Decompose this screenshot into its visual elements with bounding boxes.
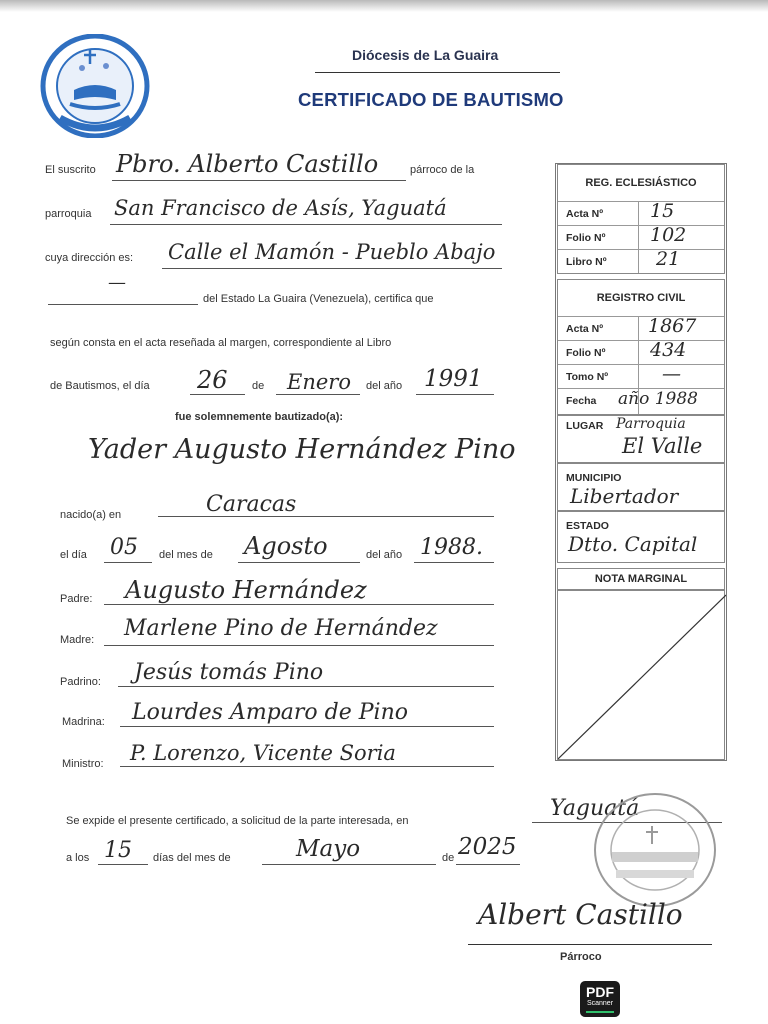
madrina-value: Lourdes Amparo de Pino [132,700,408,725]
diocese-underline [315,72,560,73]
estado-text: del Estado La Guaira (Venezuela), certifica que [203,293,434,305]
expide-anio-line [456,864,520,865]
paper-edge [0,0,768,12]
diocese-seal-logo [40,34,150,138]
reg-civil-tomo-value: — [662,363,681,385]
padrino-label: Padrino: [60,676,101,688]
registro-civil-title: REGISTRO CIVIL [596,292,686,304]
reg-ecl-row [558,225,724,250]
lugar-label: LUGAR [566,420,604,432]
nac-anio-line [414,562,494,563]
reg-civil-folio-label: Folio Nº [566,347,606,359]
suscrito-label: El suscrito [45,164,96,176]
nacido-line [158,516,494,517]
nota-marginal-title: NOTA MARGINAL [594,573,688,585]
nac-dia-line [104,562,152,563]
nota-marginal-box [557,590,725,760]
bautismos-label: de Bautismos, el día [50,380,150,392]
madre-label: Madre: [60,634,95,646]
direccion-line [162,268,502,269]
anio-line [416,394,494,395]
madrina-label: Madrina: [62,716,105,728]
expide-lugar-value: Yaguatá [550,796,640,821]
expide-anio-value: 2025 [458,834,517,860]
nacido-label: nacido(a) en [60,509,122,521]
nacimiento-mes-value: Agosto [244,532,328,560]
padrino-value: Jesús tomás Pino [134,660,324,685]
blank-line [48,304,198,305]
reg-civil-row [558,316,724,341]
reg-civil-folio-value: 434 [650,339,687,361]
de-anio-label: de [442,852,455,864]
reg-ecl-folio-label: Folio Nº [566,232,606,244]
padre-value: Augusto Hernández [125,576,367,604]
signature-line [468,944,712,945]
reg-civil-acta-label: Acta Nº [566,323,604,335]
badge-scanner-text: Scanner [586,1000,614,1007]
bautizado-nombre: Yader Augusto Hernández Pino [88,434,516,465]
padre-label: Padre: [60,593,93,605]
estado-label: ESTADO [566,520,609,532]
padre-line [104,604,494,605]
reg-eclesiastico-title: REG. ECLESIÁSTICO [585,177,697,189]
municipio-value: Libertador [570,484,679,508]
nac-del-anio-label: del año [366,549,403,561]
reg-ecl-acta-value: 15 [650,200,675,222]
nac-mes-line [238,562,360,563]
del-anio-label: del año [366,380,403,392]
parish-stamp [590,790,720,910]
parroco-signature: Albert Castillo [478,898,683,931]
ministro-label: Ministro: [62,758,104,770]
certificate-title: CERTIFICADO DE BAUTISMO [298,89,564,110]
reg-civil-row [558,388,724,415]
nota-marginal-header [557,568,725,590]
bautismo-mes-value: Enero [287,370,351,394]
expide-dias-value: 15 [104,838,132,863]
reg-civil-tomo-label: Tomo Nº [566,371,609,383]
reg-civil-acta-value: 1867 [648,315,697,337]
madrina-line [120,726,494,727]
del-mes-label: del mes de [159,549,213,561]
reg-civil-row [558,364,724,389]
lugar-parroquia-value: Parroquia [616,416,686,432]
diocese-name: Diócesis de La Guaira [352,47,499,63]
reg-civil-fecha-label: Fecha [566,395,597,407]
direccion-label: cuya dirección es: [45,252,134,264]
registro-civil-box [557,279,725,415]
de-label: de [252,380,265,392]
suscrito-value: Pbro. Alberto Castillo [116,150,379,178]
reg-eclesiastico-box [557,164,725,274]
suscrito-line [112,180,406,181]
reg-civil-fecha-value: año 1988 [618,389,698,409]
lugar-box [557,415,725,463]
reg-ecl-folio-value: 102 [650,224,687,246]
nacimiento-anio-value: 1988. [420,535,483,560]
bautizado-label: fue solemnemente bautizado(a): [175,411,344,423]
madre-value: Marlene Pino de Hernández [124,616,438,641]
badge-accent-bar [586,1011,614,1013]
estado-box [557,511,725,563]
lugar-value: El Valle [622,434,703,458]
reg-civil-row [558,340,724,365]
nacido-value: Caracas [206,492,297,517]
direccion-value: Calle el Mamón - Pueblo Abajo [168,240,496,264]
parroquia-value: San Francisco de Asís, Yaguatá [114,196,447,220]
registry-panel [555,163,727,761]
dia-line [190,394,245,395]
dias-label: días del mes de [153,852,231,864]
expide-dias-line [98,864,148,865]
bautismo-dia-value: 26 [197,366,228,394]
nacimiento-dia-value: 05 [110,535,138,560]
reg-ecl-libro-value: 21 [656,248,681,270]
reg-ecl-libro-label: Libro Nº [566,256,607,268]
municipio-box [557,463,725,511]
ministro-line [120,766,494,767]
blank-dash: — [108,272,126,293]
reg-ecl-row [558,249,724,274]
estado-value: Dtto. Capital [568,532,698,556]
reg-ecl-acta-label: Acta Nº [566,208,604,220]
bautismo-anio-value: 1991 [424,366,483,392]
parroquia-line [110,224,502,225]
madre-line [104,645,494,646]
badge-pdf-text: PDF [586,984,614,1000]
el-dia-label: el día [60,549,87,561]
consta-text: según consta en el acta reseñada al margen, correspondiente al Libro [50,337,392,349]
pdf-scanner-badge [580,981,620,1017]
reg-ecl-row [558,201,724,226]
expide-mes-line [262,864,436,865]
parroco-label: párroco de la [410,164,475,176]
parroco-label: Párroco [560,951,602,963]
expide-mes-value: Mayo [296,836,361,862]
padrino-line [118,686,494,687]
parroquia-label: parroquia [45,208,92,220]
municipio-label: MUNICIPIO [566,472,622,484]
nota-diagonal-strike [558,591,726,761]
mes-line [276,394,360,395]
expide-text: Se expide el presente certificado, a solicitud de la parte interesada, en [66,815,409,827]
a-los-label: a los [66,852,90,864]
ministro-value: P. Lorenzo, Vicente Soria [130,741,396,765]
